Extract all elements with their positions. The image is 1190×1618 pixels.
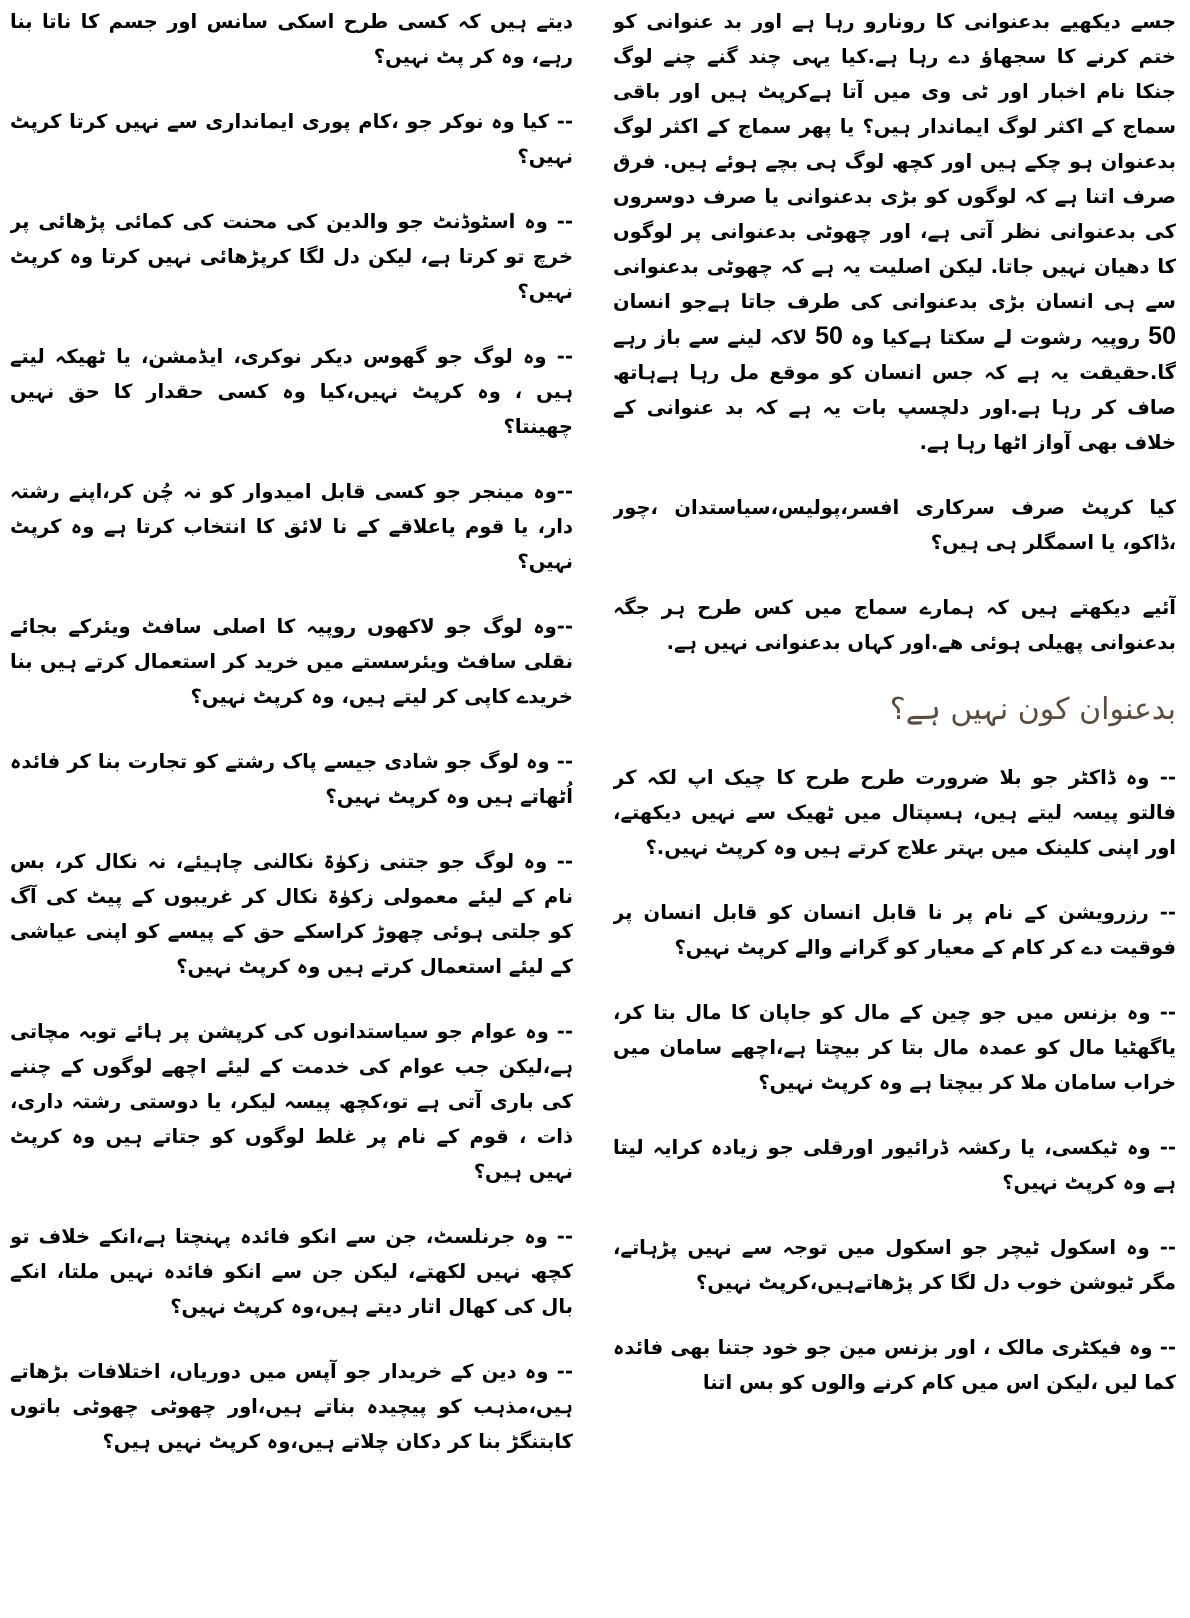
list-item: --وہ مینجر جو کسی قابل امیدوار کو نہ چُن کر،اپنے رشتہ دار، یا قوم یاعلاقے کے نا لائق کا انتخاب کرتا ہے وہ کرپٹ نہیں؟ bbox=[10, 480, 573, 573]
lets-see-paragraph: آئیے دیکھتے ہیں کہ ہمارے سماج میں کس طرح ہر جگہ بدعنوانی پھیلی ہوئی ھے.اور کہاں بدعنوانی نہیں ہے. bbox=[613, 596, 1176, 654]
section-heading: بدعنوان کون نہیں ہے؟ bbox=[889, 692, 1176, 727]
amount-number-1: 50 bbox=[1148, 322, 1176, 350]
list-item: -- وہ عوام جو سیاستدانوں کی کرپشن پر ہائے توبہ مچاتی ہے،لیکن جب عوام کی خدمت کے لیئے اچھے لوگوں کے چننے کی باری آتی ہے تو،کچھ پیسہ لیکر، یا دوستی رشتہ داری، ذات ، قوم کے نام پر غلط لوگوں کو جتاتے ہیں وہ کرپٹ نہیں ہیں؟ bbox=[10, 1020, 573, 1183]
list-item: -- وہ فیکٹری مالک ، اور بزنس مین جو خود جتنا بھی فائدہ کما لیں ،لیکن اس میں کام کرنے والوں کو بس اتنا bbox=[613, 1336, 1176, 1394]
list-item: -- وہ ٹیکسی، یا رکشہ ڈرائیور اورقلی جو زیادہ کرایہ لیتا ہے وہ کرپٹ نہیں؟ bbox=[613, 1136, 1176, 1194]
list-item: -- رزرویشن کے نام پر نا قابل انسان کو قابل انسان پر فوقیت دے کر کام کے معیار کو گرانے والے کرپٹ نہیں؟ bbox=[613, 901, 1176, 959]
list-item: -- وہ لوگ جو شادی جیسے پاک رشتے کو تجارت بنا کر فائدہ اُٹھاتے ہیں وہ کرپٹ نہیں؟ bbox=[10, 750, 573, 808]
list-item: -- وہ لوگ جو گھوس دیکر نوکری، ایڈمشن، یا ٹھیکہ لیتے ہیں ، وہ کرپٹ نہیں،کیا وہ کسی حقدار کا حق نہیں چھینتا؟ bbox=[10, 345, 573, 438]
list-item: --وہ لوگ جو لاکھوں روپیہ کا اصلی سافٹ ویئرکے بجائے نقلی سافٹ ویئرسستے میں خرید کر استعمال کرتے ہیں بنا خریدے کاپی کر لیتے ہیں، وہ کرپٹ نہیں؟ bbox=[10, 615, 573, 708]
question-paragraph: کیا کرپٹ صرف سرکاری افسر،پولیس،سیاستدان ،چور ،ڈاکو، یا اسمگلر ہی ہیں؟ bbox=[613, 496, 1176, 554]
list-item: -- وہ لوگ جو جتنی زکوٰۃ نکالنی چاہیئے، نہ نکال کر، بس نام کے لیئے معمولی زکوٰۃ نکال کر غریبوں کے پیٹ کی آگ کو جلتی ہوئی چھوڑ کراسکے حق کے پیسے کو اپنی عیاشی کے لیئے استعمال کرتے ہیں وہ کرپٹ نہیں؟ bbox=[10, 850, 573, 978]
list-item: -- وہ جرنلسٹ، جن سے انکو فائدہ پہنچتا ہے،انکے خلاف تو کچھ نہیں لکھتے، لیکن جن سے انکو فائدہ نہیں ملتا، انکے بال کی کھال اتار دیتے ہیں،وہ کرپٹ نہیں؟ bbox=[10, 1225, 573, 1318]
list-item: -- وہ بزنس میں جو چین کے مال کو جاپان کا مال بتا کر، یاگھٹیا مال کو عمدہ مال بتا کر بیچتا ہے،اچھے سامان میں خراب سامان ملا کر بیچتا ہے وہ کرپٹ نہیں؟ bbox=[613, 1001, 1176, 1094]
right-column bbox=[613, 4, 1176, 1618]
list-item: -- کیا وہ نوکر جو ،کام پوری ایمانداری سے نہیں کرتا کرپٹ نہیں؟ bbox=[10, 110, 573, 168]
list-item: -- وہ دین کے خریدار جو آپس میں دوریاں، اختلافات بڑھاتے ہیں،مذہب کو پیچیدہ بناتے ہیں،اور چھوٹی چھوٹی باتوں کابتنگڑ بنا کر دکان چلاتے ہیں،وہ کرپٹ نہیں ہیں؟ bbox=[10, 1360, 573, 1453]
list-item: -- وہ اسکول ٹیچر جو اسکول میں توجہ سے نہیں پڑہاتے، مگر ٹیوشن خوب دل لگا کر پڑھاتےہیں،کرپٹ نہیں؟ bbox=[613, 1236, 1176, 1294]
intro-text-2: روپیہ رشوت لے سکتا ہےکیا وہ bbox=[850, 326, 1141, 349]
list-item: دیتے ہیں کہ کسی طرح اسکی سانس اور جسم کا ناتا بنا رہے، وہ کر پٹ نہیں؟ bbox=[10, 10, 573, 68]
intro-text-1: جسے دیکھیے بدعنوانی کا رونارو رہا ہے اور بد عنوانی کو ختم کرنے کا سجھاؤ دے رہا ہے.کیا یہی چند گنے چنے لوگ جنکا نام اخبار اور ٹی وی میں آتا ہےکرپٹ ہیں اور باقی سماج کے اکثر لوگ ایماندار ہیں؟ یا پھر سماج کے اکثر لوگ بدعنوان ہو چکے ہیں اور کچھ لوگ ہی بچے ہوئے ہیں. فرق صرف اتنا ہے کہ لوگوں کو بڑی بدعنوانی یا صرف دوسروں کی بدعنوانی نظر آتی ہے، اور چھوٹی بدعنوانی پر لوگوں کا دھیان نہیں جاتا. لیکن اصلیت یہ ہے کہ چھوٹی بدعنوانی سے ہی انسان بڑی بدعنوانی کی طرف جاتا ہےجو انسان bbox=[613, 10, 1176, 313]
intro-paragraph bbox=[613, 4, 1176, 460]
amount-number-2: 50 bbox=[815, 322, 843, 350]
list-item: -- وہ ڈاکٹر جو بلا ضرورت طرح طرح کا چیک اپ لکہ کر فالتو پیسہ لیتے ہیں، ہسپتال میں ٹھیک سے نہیں دیکھتے، اور اپنی کلینک میں بہتر علاج کرتے ہیں وہ کرپٹ نہیں.؟ bbox=[613, 766, 1176, 859]
left-column bbox=[10, 4, 573, 1618]
intro-text-3: لاکہ لینے سے باز رہے گا.حقیقت یہ ہے کہ جس انسان کو موقع مل رہا ہےہاتھ صاف کر رہا ہے.اور دلچسپ بات یہ ہے کہ بد عنوانی کے خلاف بھی آواز اٹھا رہا ہے. bbox=[613, 326, 1176, 454]
list-item: -- وہ اسٹوڈنٹ جو والدین کی محنت کی کمائی پڑھائی پر خرچ تو کرتا ہے، لیکن دل لگا کرپڑھائی نہیں کرتا وہ کرپٹ نہیں؟ bbox=[10, 210, 573, 303]
